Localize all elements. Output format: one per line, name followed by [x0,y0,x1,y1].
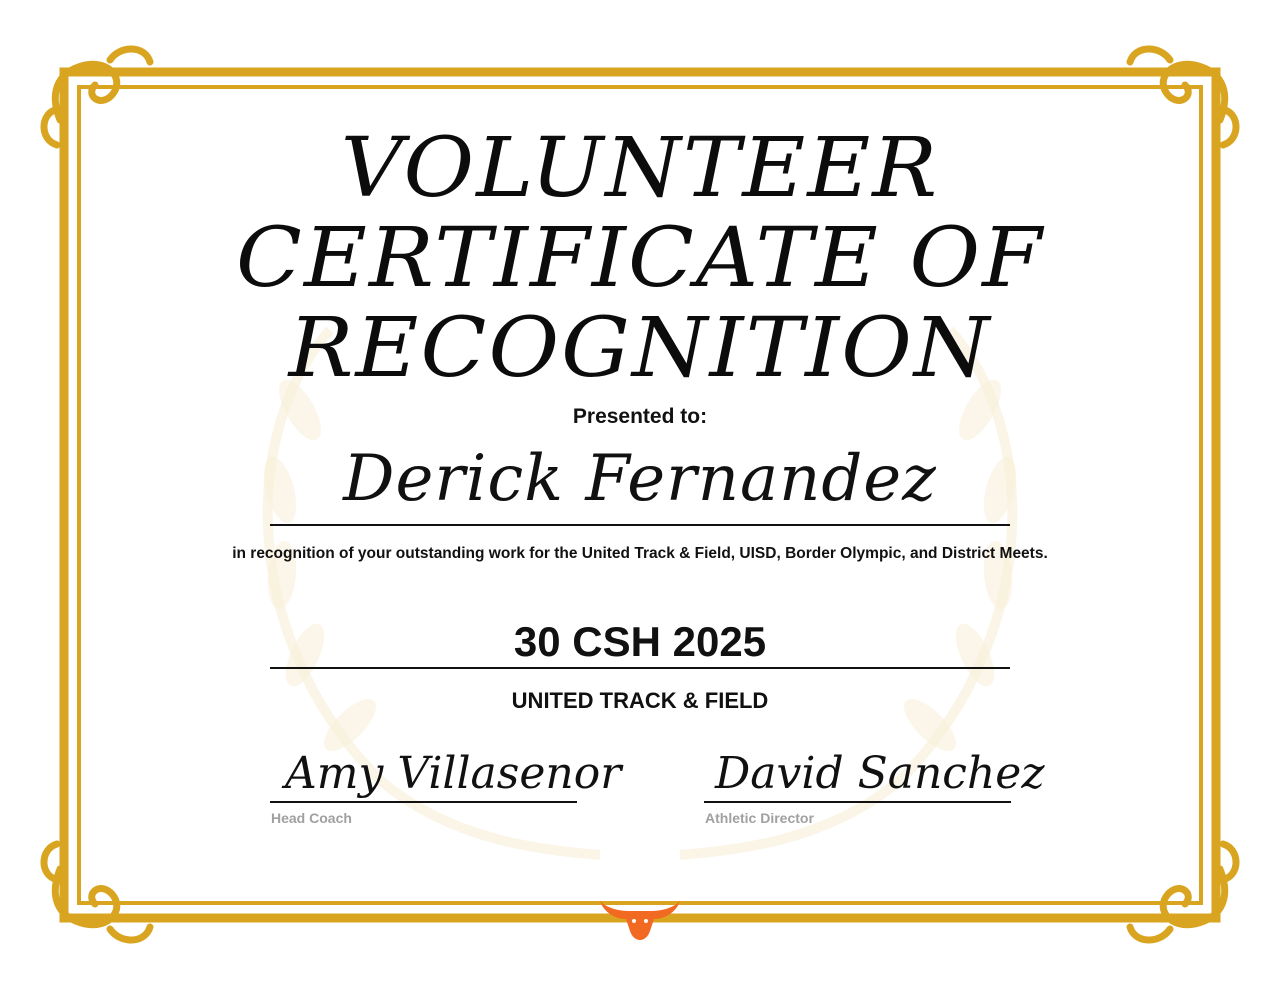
recipient-line [270,524,1010,526]
longhorn-icon [598,897,682,941]
head-coach-signature: Amy Villasenor [285,748,622,799]
organization-name: UNITED TRACK & FIELD [511,688,769,713]
presented-label: Presented to: [572,405,708,428]
head-coach-role: Head Coach [271,810,352,826]
athletic-director-role: Athletic Director [705,810,814,826]
certificate-title-line-1: VOLUNTEER [340,121,940,216]
award-text: 30 CSH 2025 [513,618,767,665]
recipient-name-signature: Derick Fernandez [343,442,937,516]
head-coach-line [270,801,577,803]
award-line [270,667,1010,669]
certificate-title-line-2: CERTIFICATE OF [236,211,1044,306]
certificate-title-line-3: RECOGNITION [288,301,992,396]
recognition-text: in recognition of your outstanding work for the United Track & Field, UISD, Border Olympic, and District Meets. [232,545,1048,562]
athletic-director-signature: David Sanchez [715,748,1045,799]
athletic-director-line [704,801,1011,803]
